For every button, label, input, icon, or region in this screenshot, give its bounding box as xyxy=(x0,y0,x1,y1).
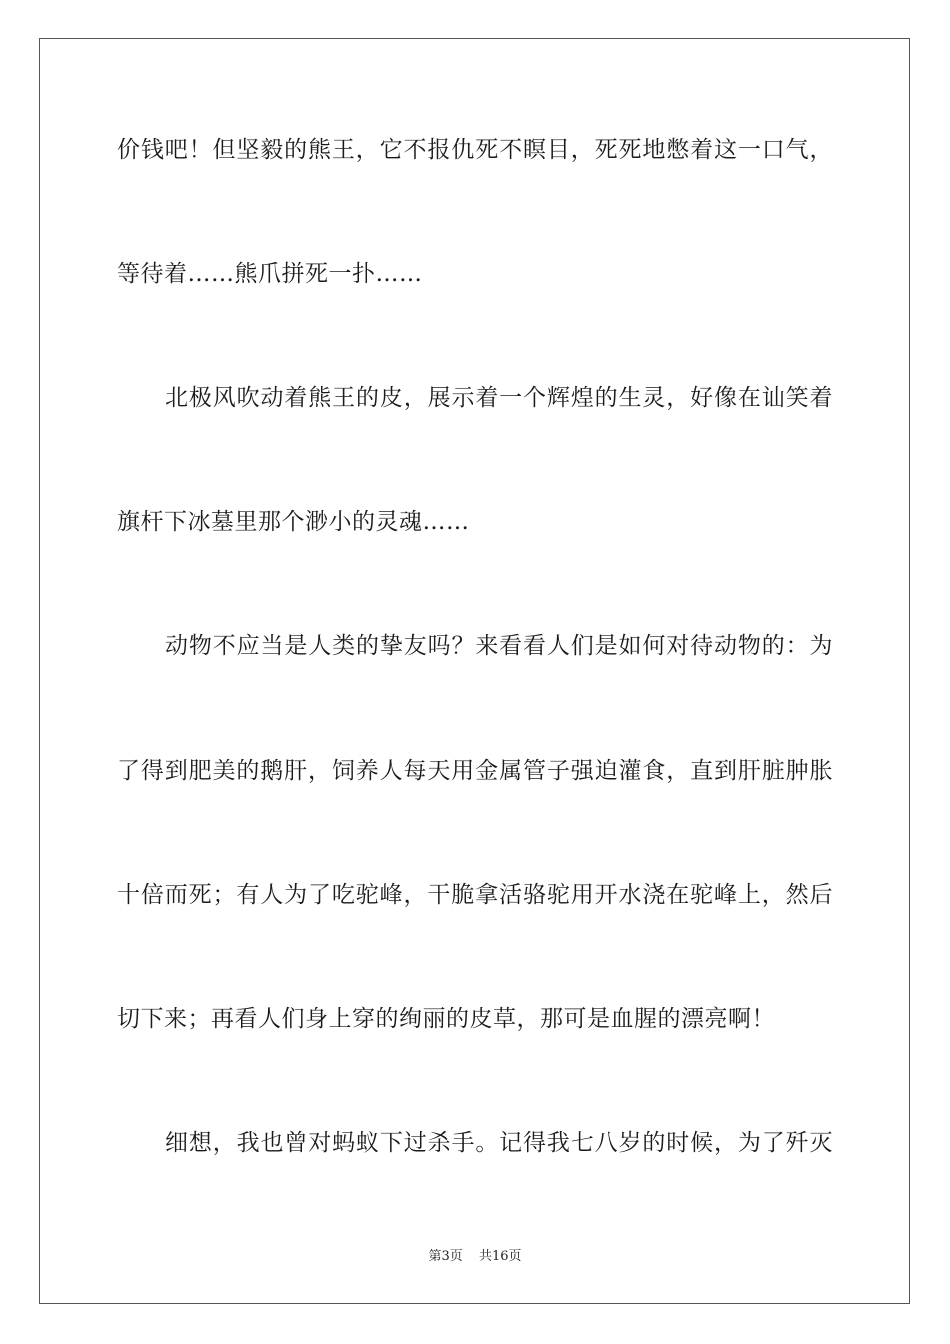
text-line-3: 北极风吹动着熊王的皮，展示着一个辉煌的生灵，好像在讪笑着 xyxy=(165,385,833,411)
text-line-9: 细想，我也曾对蚂蚁下过杀手。记得我七八岁的时候，为了歼灭 xyxy=(165,1130,833,1156)
page-border xyxy=(39,38,910,1304)
text-line-1: 价钱吧！但坚毅的熊王，它不报仇死不瞑目，死死地憋着这一口气， xyxy=(117,137,833,163)
text-line-8: 切下来；再看人们身上穿的绚丽的皮草，那可是血腥的漂亮啊！ xyxy=(117,1006,775,1032)
page-total: 共16页 xyxy=(478,1249,522,1264)
page-footer xyxy=(0,1249,950,1265)
text-line-5: 动物不应当是人类的挚友吗？来看看人们是如何对待动物的：为 xyxy=(165,633,833,659)
text-line-6: 了得到肥美的鹅肝，饲养人每天用金属管子强迫灌食，直到肝脏肿胀 xyxy=(117,758,833,784)
text-line-2: 等待着……熊爪拼死一扑…… xyxy=(117,261,423,287)
text-line-7: 十倍而死；有人为了吃驼峰，干脆拿活骆驼用开水浇在驼峰上，然后 xyxy=(117,882,833,908)
text-line-4: 旗杆下冰墓里那个渺小的灵魂…… xyxy=(117,509,470,535)
page-number: 第3页 xyxy=(428,1249,463,1264)
